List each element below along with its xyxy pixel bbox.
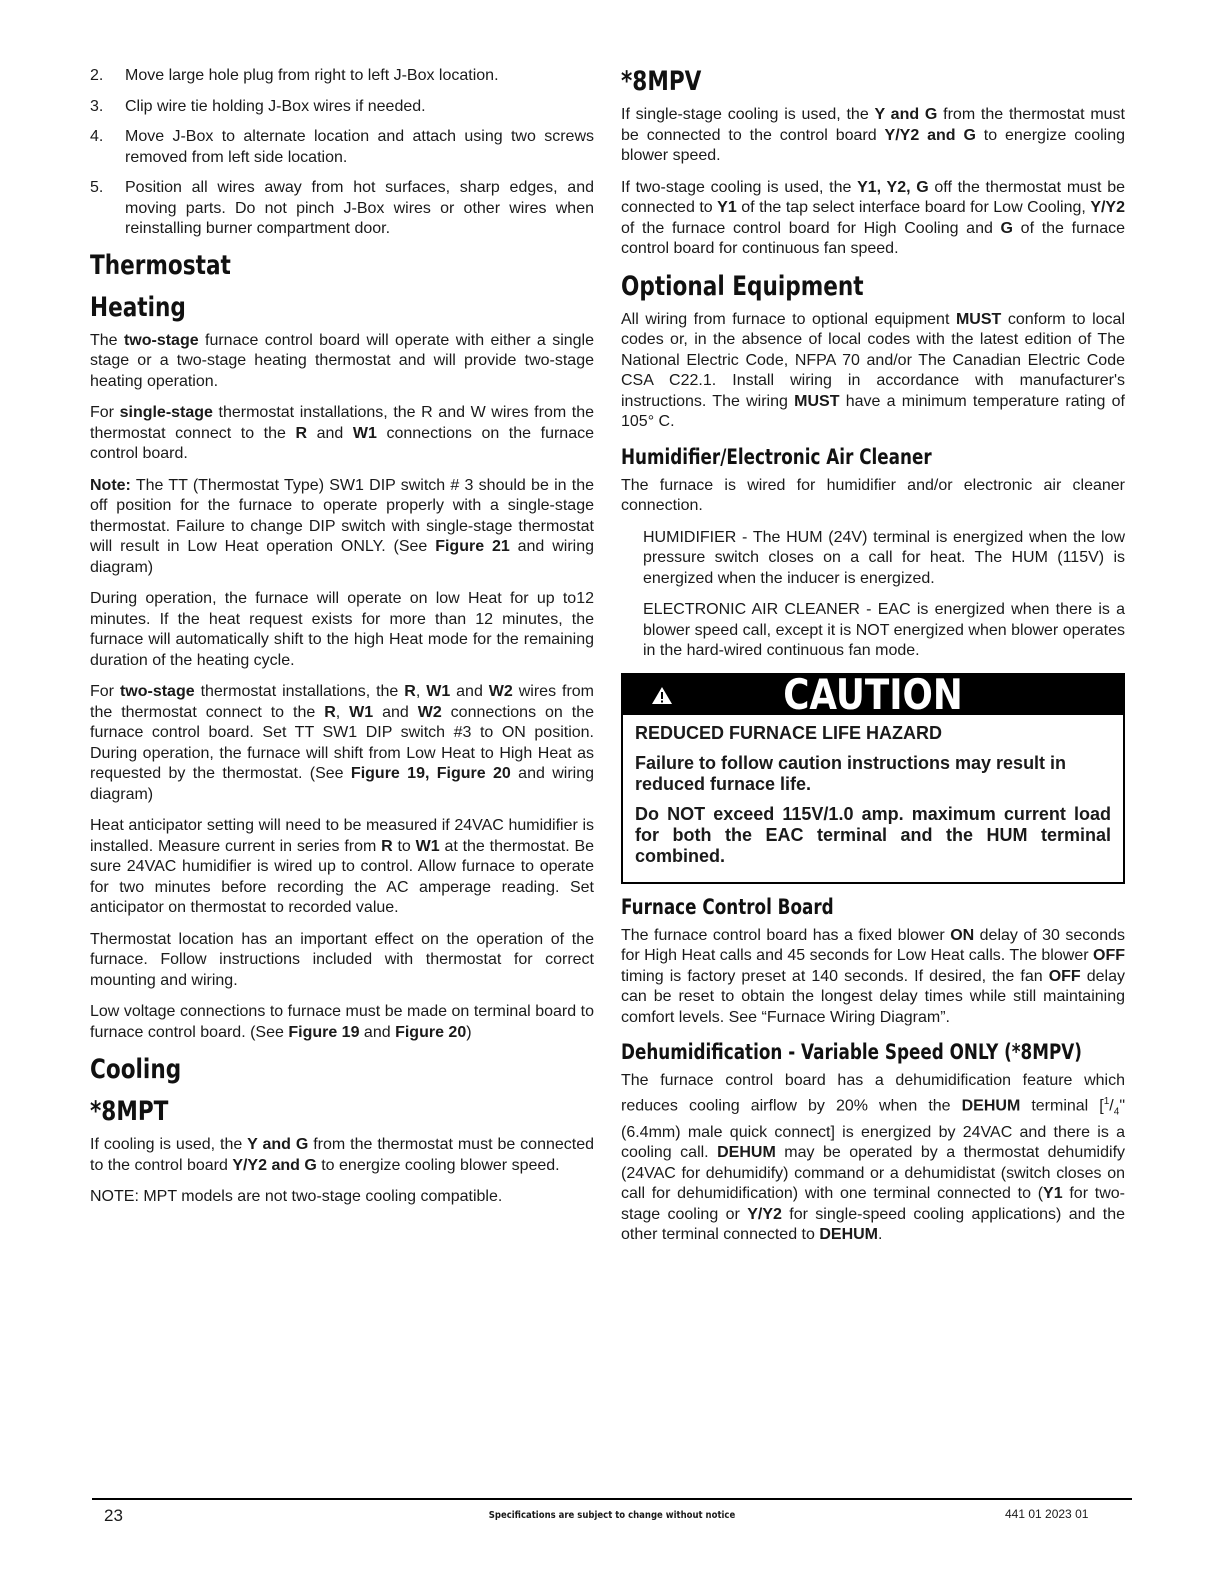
caution-body <box>623 715 1123 882</box>
paragraph: During operation, the furnace will operate on low Heat for up to12 minutes. If the heat request exists for more than 12 minutes, the furnace will automatically shift to the high Heat mode for the remaining duration of the heating cycle. <box>90 590 594 669</box>
right-column <box>621 66 1125 1257</box>
paragraph: Thermostat location has an important effect on the operation of the furnace. Follow instructions included with thermostat for correct mounting and wiring. <box>90 930 594 989</box>
page-number: 23 <box>104 1506 123 1525</box>
heading-humidifier: Humidifier/Electronic Air Cleaner <box>621 444 932 469</box>
paragraph: If single-stage cooling is used, the Y and G from the thermostat must be connected to the control board Y/Y2 and G to energize cooling blower speed. <box>621 106 1126 164</box>
paragraph: If cooling is used, the Y and G from the thermostat must be connected to the control board Y/Y2 and G to energize cooling blower speed. <box>90 1136 595 1174</box>
paragraph: Low voltage connections to furnace must be made on terminal board to furnace control board. (See Figure 19 and Figure 20) <box>90 1003 594 1041</box>
paragraph: NOTE: MPT models are not two-stage cooling compatible. <box>90 1188 503 1205</box>
list-item: 2. Move large hole plug from right to left J-Box location. <box>90 67 499 84</box>
caution-line: Do NOT exceed 115V/1.0 amp. maximum current load for both the EAC terminal and the HUM terminal combined. <box>635 803 1111 866</box>
heading-thermostat: Thermostat <box>90 249 231 281</box>
heading-8mpv: *8MPV <box>621 66 702 97</box>
list-item: 5. Position all wires away from hot surfaces, sharp edges, and moving parts. Do not pinch J-Box wires or other wires when reinstalling burner compartment door. <box>90 179 594 237</box>
heading-cooling: Cooling <box>90 1054 182 1085</box>
footer-rule <box>92 1498 1132 1500</box>
paragraph: For single-stage thermostat installations, the R and W wires from the thermostat connect to the R and W1 connections on the furnace control board. <box>90 404 595 462</box>
paragraph: Heat anticipator setting will need to be measured if 24VAC humidifier is installed. Measure current in series from R to W1 at the thermostat. Be sure 24VAC humidifier is wired up to control. Allow furnace to operate for two minutes before recording the AC amperage reading. Set anticipator on thermostat to recorded value. <box>90 817 595 916</box>
humidifier-paragraph: HUMIDIFIER - The HUM (24V) terminal is energized when the low pressure switch closes on a call for heat. The HUM (115V) is energized when the inducer is energized. <box>643 528 1125 587</box>
caution-line: Failure to follow caution instructions may result in reduced furnace life. <box>635 752 1067 794</box>
paragraph: The furnace is wired for humidifier and/or electronic air cleaner connection. <box>621 476 1125 514</box>
document-number: 441 01 2023 01 <box>1005 1507 1089 1521</box>
paragraph: The furnace control board has a fixed blower ON delay of 30 seconds for High Heat calls and 45 seconds for Low Heat calls. The blower OFF timing is factory preset at 140 seconds. If desired, the fan OFF delay can be reset to obtain the longest delay times while still maintaining comfort levels. See “Furnace Wiring Diagram”. <box>621 926 1126 1026</box>
note-paragraph: Note: The TT (Thermostat Type) SW1 DIP switch # 3 should be in the off position for the furnace to operate properly with a single-stage thermostat. Failure to change DIP switch with single-stage thermostat will result in Low Heat operation ONLY. (See Figure 21 and wiring diagram) <box>90 476 594 576</box>
caution-hazard: REDUCED FURNACE LIFE HAZARD <box>635 722 942 743</box>
left-column <box>90 66 594 1219</box>
paragraph: For two-stage thermostat installations, the R, W1 and W2 wires from the thermostat connect to the R, W1 and W2 connections on the furnace control board. Set TT SW1 DIP switch #3 to ON position. During operation, the furnace will shift from Low Heat to High Heat as requested by the thermostat. (See Figure 19, Figure 20 and wiring diagram) <box>90 683 595 803</box>
caution-title: CAUTION <box>783 669 963 719</box>
caution-box <box>621 669 1125 884</box>
heading-8mpt: *8MPT <box>90 1096 169 1127</box>
heading-heating: Heating <box>90 291 186 323</box>
heading-optional-equipment: Optional Equipment <box>621 270 864 302</box>
heading-dehumidification: Dehumidification - Variable Speed ONLY (*8MPV) <box>621 1040 1082 1064</box>
list-item: 3. Clip wire tie holding J-Box wires if needed. <box>90 97 426 115</box>
caution-header <box>623 669 1123 719</box>
paragraph: All wiring from furnace to optional equipment MUST conform to local codes or, in the absence of local codes with the latest edition of The National Electric Code, NFPA 70 and/or The Canadian Electric Code CSA C22.1. Install wiring in accordance with manufacturer's instructions. The wiring MUST have a minimum temperature rating of 105° C. <box>621 310 1125 430</box>
steps-list <box>90 66 594 240</box>
footer-notice: Specifications are subject to change without notice <box>488 1510 736 1521</box>
paragraph: The two-stage furnace control board will operate with either a single stage or a two-stage heating thermostat and will provide two-stage heating operation. <box>90 331 595 390</box>
paragraph: The furnace control board has a dehumidification feature which reduces cooling airflow by 20% when the DEHUM terminal [$^1/_4$" (6.4mm) male quick connect] is energized by 24VAC and there is a cooling call. DEHUM may be operated by a thermostat dehumidify (24VAC for dehumidify) command or a dehumidistat (switch closes on call for dehumidification) with one terminal connected to (Y1 for two-stage cooling or Y/Y2 for single-speed cooling applications) and the other terminal connected to DEHUM. <box>621 1072 1126 1244</box>
paragraph: If two-stage cooling is used, the Y1, Y2, G off the thermostat must be connected to Y1 of the tap select interface board for Low Cooling, Y/Y2 of the furnace control board for High Cooling and G of the furnace control board for continuous fan speed. <box>621 178 1126 257</box>
heading-furnace-control-board: Furnace Control Board <box>621 894 834 919</box>
eac-paragraph: ELECTRONIC AIR CLEANER - EAC is energized when there is a blower speed call, except it is NOT energized when blower operates in the hard-wired continuous fan mode. <box>643 601 1125 659</box>
list-item: 4. Move J-Box to alternate location and attach using two screws removed from left side location. <box>90 128 594 166</box>
